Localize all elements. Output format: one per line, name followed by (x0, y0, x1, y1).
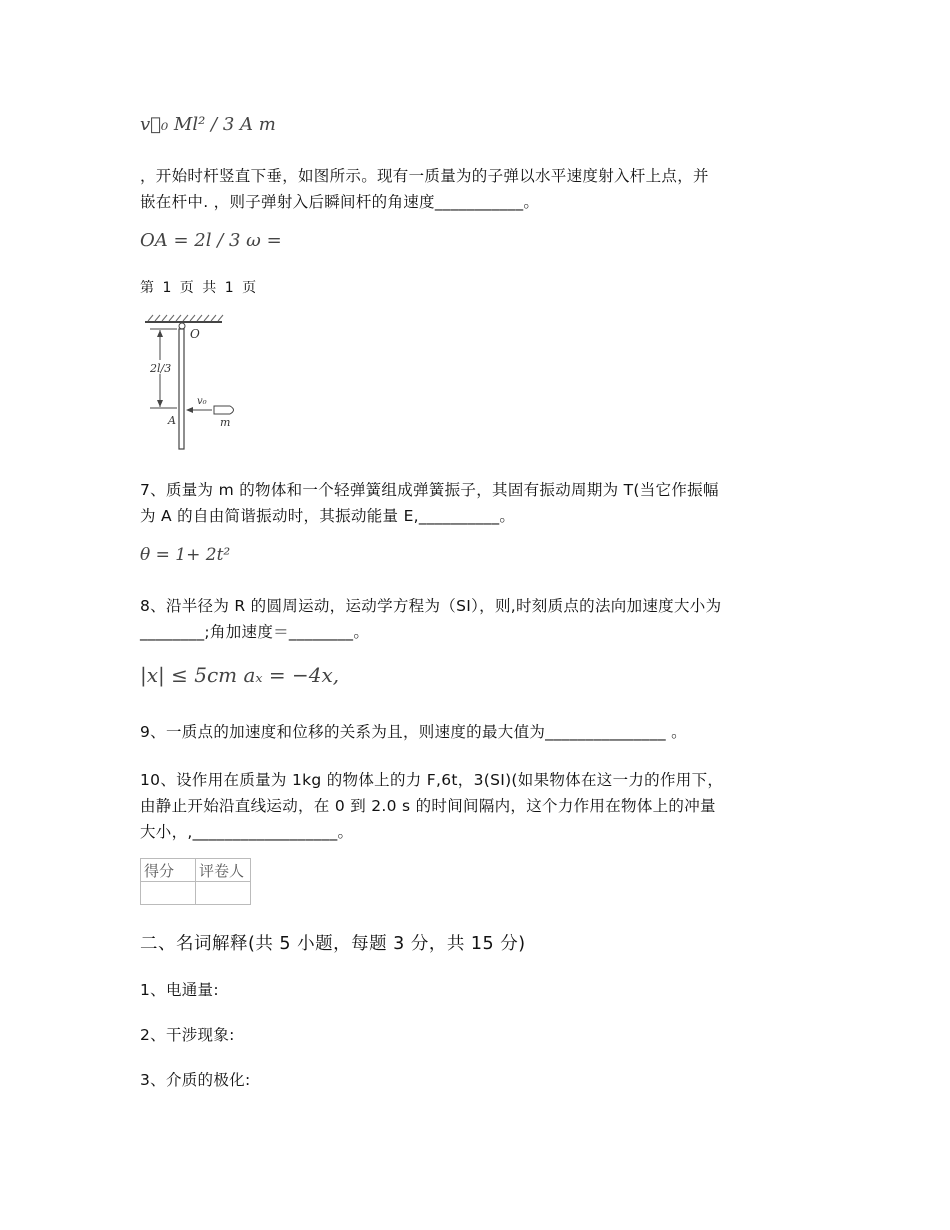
question-8-line-1: 8、沿半径为 R 的圆周运动，运动学方程为（SI），则,时刻质点的法向加速度大小为 (140, 597, 722, 615)
pivot-o (179, 323, 185, 329)
grader-header: 评卷人 (196, 859, 251, 882)
term-1: 1、电通量: (140, 981, 219, 999)
dim-arrow-down (157, 400, 163, 407)
question-7-line-1: 7、质量为 m 的物体和一个轻弹簧组成弹簧振子，其固有振动周期为 T(当它作振幅 (140, 481, 719, 499)
label-2l-3: 2l/3 (150, 362, 172, 375)
ceiling-hatch (148, 315, 223, 321)
bullet-shape (214, 406, 234, 414)
question-6-line-2: 嵌在杆中. ，则子弹射入后瞬间杆的角速度___________。 (140, 193, 540, 211)
label-m: m (220, 416, 231, 429)
dim-arrow-up (157, 330, 163, 337)
formula-theta: θ = 1+ 2t² (140, 545, 231, 565)
formula-oa-omega: OA = 2l / 3 ω = (140, 230, 282, 251)
score-cell[interactable] (141, 882, 196, 905)
score-table (140, 858, 251, 905)
score-header: 得分 (141, 859, 196, 882)
velocity-arrowhead (186, 407, 193, 413)
term-3: 3、介质的极化: (140, 1071, 251, 1089)
page-footer: 第 1 页 共 1 页 (140, 280, 259, 296)
formula-x-ax: |x| ≤ 5cm aₓ = −4x, (140, 663, 340, 687)
question-6-line-1: ，开始时杆竖直下垂，如图所示。现有一质量为的子弹以水平速度射入杆上点，并 (140, 167, 709, 185)
formula-v0-ml2-3-a-m: v⃗₀ Ml² / 3 A m (140, 114, 276, 135)
grader-cell[interactable] (196, 882, 251, 905)
question-10-line-2: 由静止开始沿直线运动，在 0 到 2.0 s 的时间间隔内，这个力作用在物体上的冲量 (140, 797, 716, 815)
question-9: 9、一质点的加速度和位移的关系为且，则速度的最大值为_______________ 。 (140, 723, 687, 741)
label-v0: v₀ (197, 396, 207, 407)
rod-bullet-diagram (140, 312, 250, 457)
question-8-line-2: ________;角加速度＝________。 (140, 623, 370, 641)
label-a: A (168, 414, 176, 427)
question-10-line-1: 10、设作用在质量为 1kg 的物体上的力 F,6t，3(SI)(如果物体在这一力的作用下， (140, 771, 724, 789)
label-o: O (190, 327, 200, 341)
question-10-line-3: 大小，,__________________。 (140, 823, 354, 841)
question-7-line-2: 为 A 的自由简谐振动时，其振动能量 E,__________。 (140, 507, 516, 525)
section-2-title: 二、名词解释(共 5 小题，每题 3 分，共 15 分) (140, 934, 526, 954)
rod (179, 329, 184, 449)
term-2: 2、干涉现象: (140, 1026, 235, 1044)
